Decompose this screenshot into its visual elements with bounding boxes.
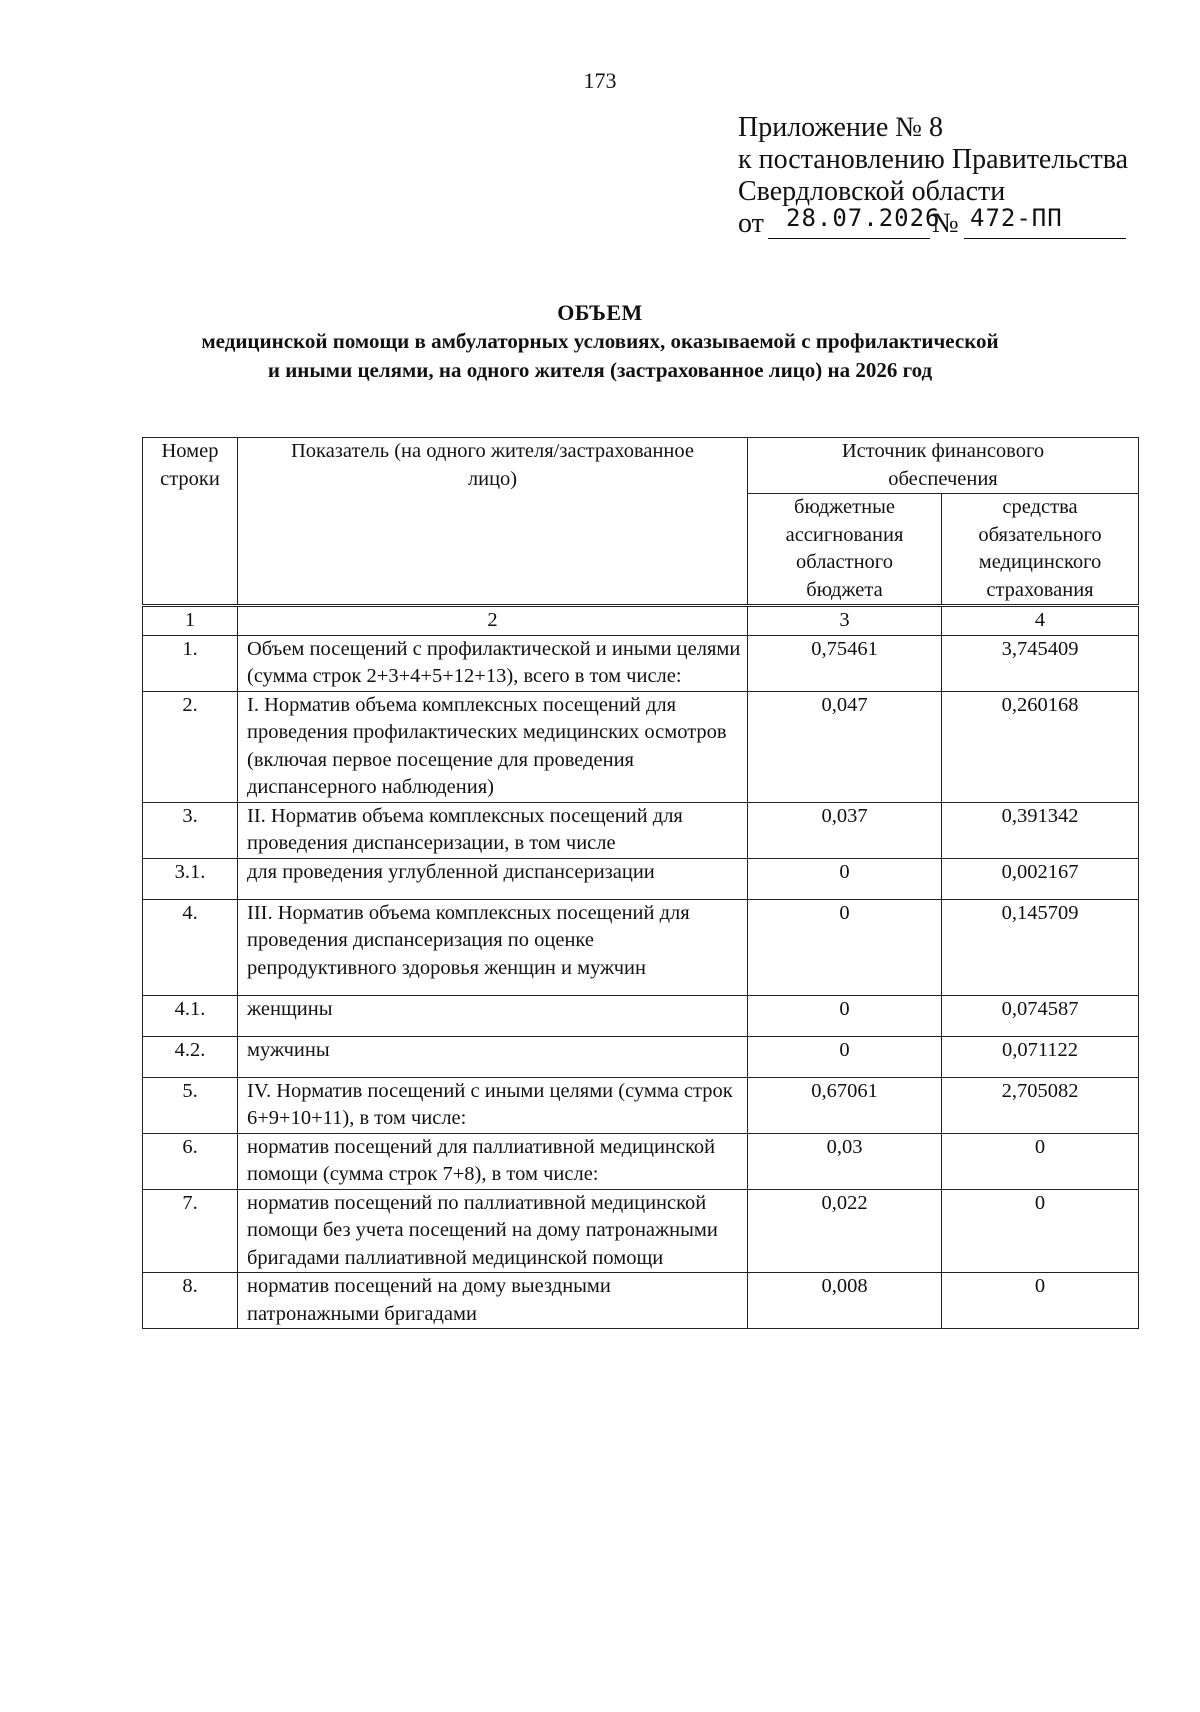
row-budget-value: 0,047 [748, 691, 942, 802]
row-oms-value: 0,002167 [942, 858, 1139, 899]
decree-date-number [738, 204, 1128, 240]
header-budget: бюджетные ассигнования областного бюджета [748, 494, 942, 606]
row-indicator: IV. Норматив посещений с иными целями (сумма строк 6+9+10+11), в том числе: [238, 1077, 748, 1133]
date-underline [768, 238, 930, 239]
row-number: 3.1. [143, 858, 238, 899]
row-number: 1. [143, 635, 238, 691]
row-indicator: норматив посещений по паллиативной медицинской помощи без учета посещений на дому патронажными бригадами паллиативной медицинской помощи [238, 1189, 748, 1273]
row-budget-value: 0,75461 [748, 635, 942, 691]
row-oms-value: 0 [942, 1273, 1139, 1329]
row-number: 5. [143, 1077, 238, 1133]
table-row [143, 1189, 1139, 1273]
table-row [143, 635, 1139, 691]
row-oms-value: 0,074587 [942, 995, 1139, 1036]
row-indicator: мужчины [238, 1036, 748, 1077]
row-oms-value: 0,391342 [942, 802, 1139, 858]
table-row [143, 802, 1139, 858]
decree-number: 472-ПП [970, 204, 1063, 232]
row-budget-value: 0 [748, 899, 942, 995]
row-indicator: I. Норматив объема комплексных посещений для проведения профилактических медицинских осмотров (включая первое посещение для проведения диспансерного наблюдения) [238, 691, 748, 802]
from-label: от [738, 208, 764, 239]
col-number-4: 4 [942, 606, 1139, 636]
row-oms-value: 0,145709 [942, 899, 1139, 995]
header-row-1 [143, 438, 1139, 494]
header-row-number: Номер строки [143, 438, 238, 606]
title-heading: ОБЪЕМ [557, 300, 643, 325]
row-budget-value: 0 [748, 858, 942, 899]
table-row [143, 1133, 1139, 1189]
row-budget-value: 0,03 [748, 1133, 942, 1189]
row-indicator: женщины [238, 995, 748, 1036]
row-oms-value: 0,071122 [942, 1036, 1139, 1077]
decree-date: 28.07.2026 [786, 204, 941, 232]
row-number: 8. [143, 1273, 238, 1329]
appendix-line-1: Приложение № 8 [738, 112, 943, 143]
table-row [143, 691, 1139, 802]
row-oms-value: 3,745409 [942, 635, 1139, 691]
row-budget-value: 0,037 [748, 802, 942, 858]
col-number-1: 1 [143, 606, 238, 636]
row-indicator: II. Норматив объема комплексных посещений для проведения диспансеризации, в том числе [238, 802, 748, 858]
row-budget-value: 0,008 [748, 1273, 942, 1329]
volume-table [142, 437, 1139, 1329]
row-budget-value: 0 [748, 1036, 942, 1077]
row-number: 2. [143, 691, 238, 802]
appendix-line-3: Свердловской области [738, 176, 1006, 207]
row-indicator: норматив посещений на дому выездными патронажными бригадами [238, 1273, 748, 1329]
appendix-line-2: к постановлению Правительства [738, 144, 1129, 175]
title-line-3: и иными целями, на одного жителя (застрахованное лицо) на 2026 год [267, 358, 933, 382]
column-numbers-row [143, 606, 1139, 636]
number-label: № [932, 208, 959, 239]
title-line-2: медицинской помощи в амбулаторных условиях, оказываемой с профилактической [201, 329, 999, 353]
row-number: 6. [143, 1133, 238, 1189]
table-row [143, 1077, 1139, 1133]
row-indicator: для проведения углубленной диспансеризации [238, 858, 748, 899]
number-underline [964, 238, 1126, 239]
row-number: 7. [143, 1189, 238, 1273]
row-number: 4.2. [143, 1036, 238, 1077]
row-number: 4. [143, 899, 238, 995]
header-indicator: Показатель (на одного жителя/застрахованное лицо) [238, 438, 748, 606]
row-indicator: Объем посещений с профилактической и иными целями (сумма строк 2+3+4+5+12+13), всего в том числе: [238, 635, 748, 691]
col-number-2: 2 [238, 606, 748, 636]
row-indicator: III. Норматив объема комплексных посещений для проведения диспансеризация по оценке репродуктивного здоровья женщин и мужчин [238, 899, 748, 995]
row-oms-value: 0 [942, 1189, 1139, 1273]
row-oms-value: 0,260168 [942, 691, 1139, 802]
header-source: Источник финансового обеспечения [748, 438, 1139, 494]
row-budget-value: 0,022 [748, 1189, 942, 1273]
row-number: 4.1. [143, 995, 238, 1036]
page-number: 173 [583, 68, 617, 93]
row-indicator: норматив посещений для паллиативной медицинской помощи (сумма строк 7+8), в том числе: [238, 1133, 748, 1189]
table-row [143, 1273, 1139, 1329]
row-budget-value: 0 [748, 995, 942, 1036]
header-insurance: средства обязательного медицинского страхования [942, 494, 1139, 606]
row-number: 3. [143, 802, 238, 858]
row-oms-value: 0 [942, 1133, 1139, 1189]
table-row [143, 858, 1139, 899]
row-budget-value: 0,67061 [748, 1077, 942, 1133]
col-number-3: 3 [748, 606, 942, 636]
appendix-block [738, 112, 1128, 240]
table-row [143, 1036, 1139, 1077]
row-oms-value: 2,705082 [942, 1077, 1139, 1133]
document-title [0, 298, 1200, 385]
table-row [143, 995, 1139, 1036]
table-row [143, 899, 1139, 995]
